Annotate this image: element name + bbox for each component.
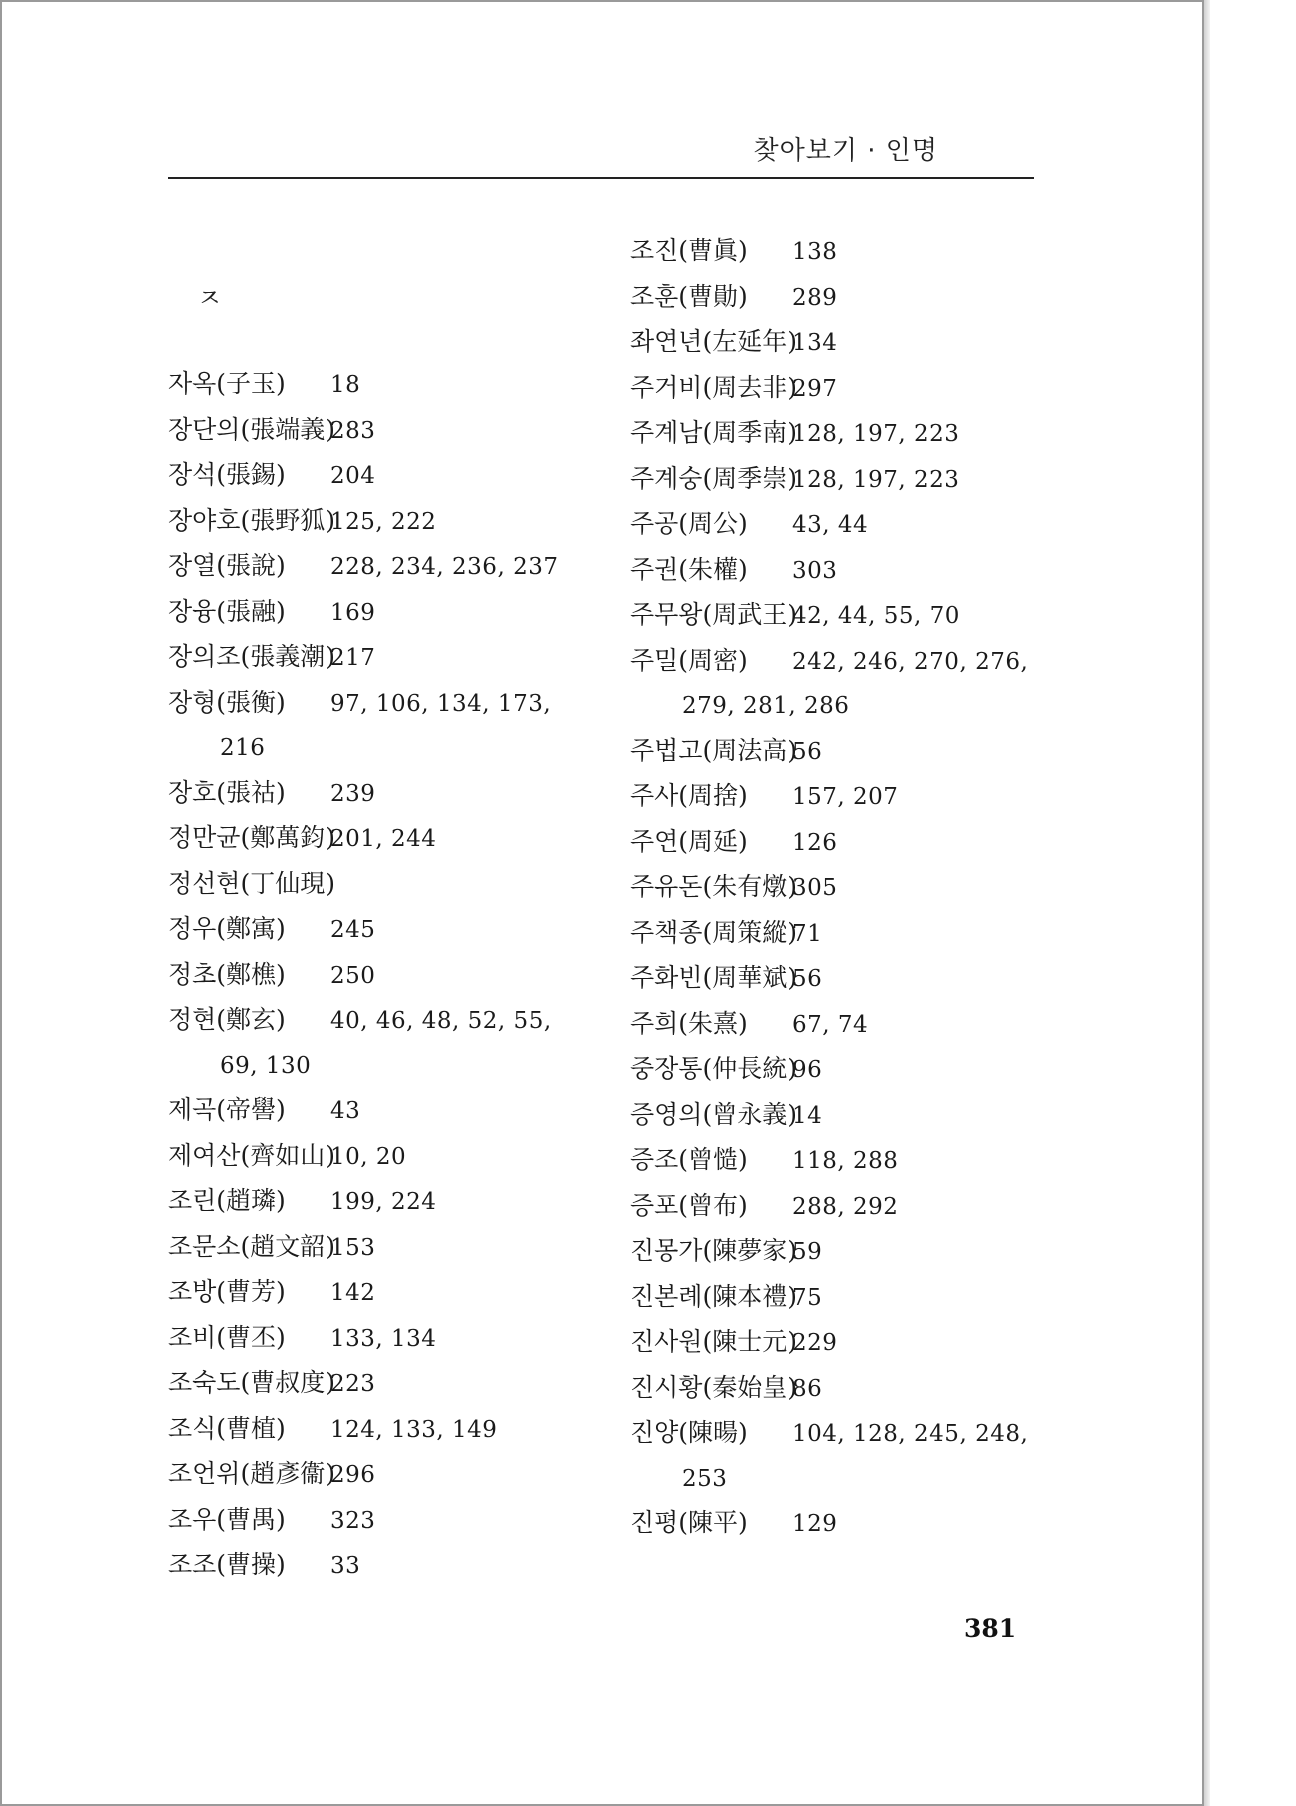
entry-pages: 40, 46, 48, 52, 55, [330,1008,552,1034]
entry-name: 장호(張祜) [168,777,286,807]
entry-name: 주밀(周密) [630,645,748,675]
entry-name: 자옥(子玉) [168,369,286,398]
entry-pages: 14 [792,1102,823,1129]
index-entry [168,453,608,499]
entry-pages: 296 [330,1462,376,1488]
entry-name: 조진(曹眞) [630,236,748,265]
index-entry [168,1270,608,1316]
page-number: 381 [964,1614,1017,1643]
entry-pages: 242, 246, 270, 276, [792,648,1029,675]
entry-name: 주계남(周季南) [630,418,797,447]
entry-name: 제곡(帝嚳) [168,1095,286,1124]
index-entry [168,590,608,636]
index-entry [168,362,608,408]
index-entry [630,1501,1070,1547]
entry-pages: 283 [330,417,376,444]
entry-name: 장의조(張義潮) [168,642,335,671]
entry-name: 주계숭(周季崇) [630,463,797,493]
entry-pages: 223 [330,1371,376,1397]
entry-pages: 153 [330,1234,376,1261]
entry-name: 주책종(周策縱) [630,917,797,947]
entry-pages: 228, 234, 236, 237 [330,554,559,580]
entry-pages: 59 [792,1239,823,1265]
index-entry [168,1452,608,1498]
entry-pages-continued: 253 [682,1465,728,1492]
entry-name: 정만균(鄭萬鈞) [168,823,335,852]
index-entry [630,548,1070,594]
index-entry [168,1498,608,1544]
entry-pages: 229 [792,1330,838,1356]
entry-pages-continued: 279, 281, 286 [682,693,850,719]
entry-pages: 133, 134 [330,1325,437,1352]
index-entry [630,1411,1070,1501]
entry-pages: 305 [792,875,838,901]
index-entry [168,816,608,862]
index-entry [630,729,1070,775]
entry-pages: 43 [330,1098,361,1124]
index-entry [630,593,1070,639]
index-entry [168,635,608,681]
index-entry [168,544,608,590]
entry-name: 진평(陳平) [630,1508,748,1537]
index-entry [168,499,608,545]
entry-name: 조문소(趙文韶) [168,1231,335,1261]
entry-name: 진양(陳暘) [630,1418,748,1447]
index-entry [630,865,1070,911]
book-spine-edge [1204,0,1210,1806]
entry-name: 주공(周公) [630,509,748,538]
entry-name: 제여산(齊如山) [168,1140,335,1170]
entry-name: 조조(曹操) [168,1550,286,1579]
entry-name: 주권(朱權) [630,554,748,584]
index-entry [630,275,1070,321]
entry-name: 조방(曹芳) [168,1277,286,1306]
index-entry [168,1316,608,1362]
entry-pages: 288, 292 [792,1193,899,1220]
index-entry [630,1002,1070,1048]
entry-name: 장융(張融) [168,596,286,626]
entry-pages: 71 [792,920,823,947]
entry-name: 조언위(趙彥衞) [168,1459,335,1488]
entry-name: 정우(鄭㝢) [168,914,286,943]
entry-name: 주유돈(朱有燉) [630,872,797,901]
entry-name: 조우(曹禺) [168,1504,286,1534]
entry-name: 진시황(秦始皇) [630,1372,797,1402]
index-entry [630,366,1070,412]
entry-pages: 157, 207 [792,784,899,810]
entry-pages: 199, 224 [330,1189,437,1215]
index-entry [630,1229,1070,1275]
entry-pages: 138 [792,239,838,265]
entry-name: 조비(曹丕) [168,1322,286,1352]
entry-pages: 204 [330,463,376,489]
index-entry [168,1179,608,1225]
index-column-left [168,362,608,1589]
running-head: 찾아보기 · 인명 [753,136,938,166]
index-entry [168,953,608,999]
entry-pages: 126 [792,829,838,856]
index-entry [630,502,1070,548]
entry-name: 주화빈(周華斌) [630,963,797,992]
index-entry [168,771,608,817]
entry-name: 주무왕(周武王) [630,600,797,629]
index-entry [630,1320,1070,1366]
index-entry [630,1275,1070,1321]
index-entry [168,998,608,1088]
entry-name: 조린(趙璘) [168,1186,286,1215]
index-entry [630,911,1070,957]
entry-name: 장형(張衡) [168,687,286,717]
entry-name: 주거비(周去非) [630,372,797,402]
entry-pages: 96 [792,1057,823,1083]
index-column-right [630,229,1070,1547]
index-entry [168,862,608,908]
entry-name: 장야호(張野狐) [168,505,335,535]
index-entry [168,1361,608,1407]
entry-pages: 125, 222 [330,508,437,535]
entry-name: 주사(周捨) [630,781,748,810]
entry-name: 정선현(丁仙現) [168,868,335,898]
section-letter: ㅈ [197,284,223,314]
entry-pages: 129 [792,1511,838,1537]
entry-name: 진본례(陳本禮) [630,1281,797,1311]
index-entry [630,1366,1070,1412]
entry-pages: 245 [330,917,376,943]
entry-name: 중장통(仲長統) [630,1054,797,1083]
entry-pages: 303 [792,557,838,584]
index-entry [630,457,1070,503]
entry-pages: 75 [792,1284,823,1311]
index-entry [630,820,1070,866]
entry-pages: 239 [330,780,376,807]
entry-name: 조숙도(曹叔度) [168,1368,335,1397]
entry-name: 장석(張錫) [168,460,286,489]
entry-pages: 250 [330,962,376,989]
entry-name: 증조(曾慥) [630,1145,748,1174]
index-entry [630,1138,1070,1184]
entry-pages: 18 [330,372,361,398]
entry-name: 좌연년(左延年) [630,327,797,356]
entry-pages: 297 [792,375,838,402]
index-entry [630,320,1070,366]
index-entry [630,774,1070,820]
index-entry [168,1407,608,1453]
entry-pages: 56 [792,966,823,992]
entry-name: 증포(曾布) [630,1190,748,1220]
entry-pages: 56 [792,738,823,765]
entry-pages: 97, 106, 134, 173, [330,690,552,717]
entry-name: 진사원(陳士元) [630,1327,797,1356]
entry-pages: 124, 133, 149 [330,1416,498,1443]
entry-pages: 118, 288 [792,1148,899,1174]
index-entry [630,1047,1070,1093]
entry-pages: 42, 44, 55, 70 [792,603,960,629]
entry-pages-continued: 69, 130 [220,1052,312,1079]
entry-name: 장열(張說) [168,551,286,580]
entry-pages: 10, 20 [330,1143,407,1170]
index-entry [630,411,1070,457]
index-entry [168,907,608,953]
index-entry [168,1088,608,1134]
entry-name: 주법고(周法高) [630,735,797,765]
entry-pages: 33 [330,1553,361,1579]
entry-pages: 104, 128, 245, 248, [792,1421,1029,1447]
index-entry [630,1093,1070,1139]
entry-pages-continued: 216 [220,735,266,761]
entry-pages: 142 [330,1280,376,1306]
entry-name: 주연(周延) [630,826,748,856]
index-entry [168,1134,608,1180]
entry-name: 조식(曹植) [168,1413,286,1443]
entry-pages: 128, 197, 223 [792,421,960,447]
index-entry [630,229,1070,275]
entry-pages: 323 [330,1507,376,1534]
index-entry [168,681,608,771]
entry-pages: 128, 197, 223 [792,466,960,493]
entry-pages: 86 [792,1375,823,1402]
index-entry [168,1543,608,1589]
entry-pages: 217 [330,645,376,671]
entry-name: 정현(鄭玄) [168,1005,286,1034]
entry-pages: 43, 44 [792,512,869,538]
index-entry [630,639,1070,729]
entry-pages: 169 [330,599,376,626]
index-entry [168,408,608,454]
entry-pages: 134 [792,330,838,356]
entry-pages: 289 [792,284,838,311]
entry-name: 증영의(曾永義) [630,1099,797,1129]
entry-name: 주희(朱熹) [630,1008,748,1038]
entry-pages: 67, 74 [792,1011,869,1038]
entry-pages: 201, 244 [330,826,437,852]
header-rule [168,177,1034,179]
entry-name: 조훈(曹勛) [630,281,748,311]
entry-name: 진몽가(陳夢家) [630,1236,797,1265]
index-entry [630,1184,1070,1230]
entry-name: 장단의(張端義) [168,414,335,444]
index-entry [168,1225,608,1271]
index-entry [630,956,1070,1002]
entry-name: 정초(鄭樵) [168,959,286,989]
